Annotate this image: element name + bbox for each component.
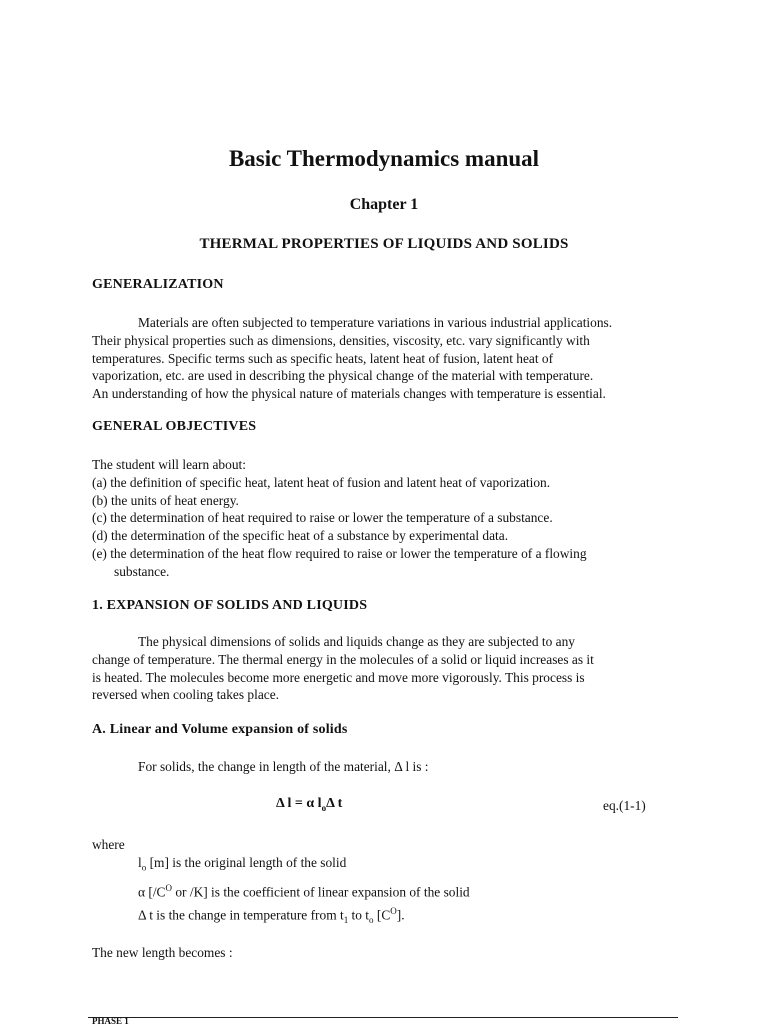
definition-text: [/C: [145, 884, 166, 900]
expansion-paragraph: [92, 633, 692, 704]
generalization-paragraph: [92, 314, 692, 403]
definition-text: [m] is the original length of the solid: [146, 855, 347, 870]
paragraph-line: is heated. The molecules become more energetic and move more vigorously. This process is: [92, 669, 585, 685]
expansion-heading: 1. EXPANSION OF SOLIDS AND LIQUIDS: [92, 598, 368, 613]
paragraph-line: The physical dimensions of solids and liquids change as they are subjected to any: [138, 634, 575, 649]
paragraph-line: reversed when cooling takes place.: [92, 687, 280, 703]
equation-lhs: Δ l = α l: [276, 796, 322, 811]
list-item: (e) the determination of the heat flow required to raise or lower the temperature of a flowing: [92, 545, 587, 561]
definition-original-length: [138, 855, 346, 873]
definition-text: Δ t is the change in temperature from t: [138, 907, 344, 923]
subscript: o: [141, 862, 147, 873]
definition-temperature-change: [138, 906, 405, 925]
chapter-heading: Chapter 1: [349, 196, 419, 213]
paragraph-line: An understanding of how the physical nature of materials changes with temperature is essential.: [92, 386, 606, 402]
superscript: O: [390, 906, 397, 916]
linear-expansion-heading: A. Linear and Volume expansion of solids: [92, 722, 348, 737]
paragraph-line: change of temperature. The thermal energy in the molecules of a solid or liquid increases as it: [92, 651, 594, 667]
equation-number: eq.(1-1): [603, 798, 646, 813]
objectives-intro: The student will learn about:: [92, 457, 246, 472]
page-footer: PHASE 1: [92, 1016, 129, 1026]
list-item: (b) the units of heat energy.: [92, 492, 239, 508]
chapter-subtitle: THERMAL PROPERTIES OF LIQUIDS AND SOLIDS: [199, 236, 569, 252]
equation-rhs: Δ t: [326, 796, 343, 811]
definition-text: ].: [396, 907, 405, 923]
objectives-list: [92, 456, 587, 581]
list-item: (c) the determination of heat required to raise or lower the temperature of a substance.: [92, 510, 553, 526]
paragraph-line: Materials are often subjected to temperature variations in various industrial applications.: [138, 315, 613, 330]
paragraph-line: Their physical properties such as dimensions, densities, viscosity, etc. vary significantly with: [92, 332, 590, 348]
equation-1-1: [276, 796, 342, 813]
document-title: Basic Thermodynamics manual: [228, 146, 540, 171]
superscript: O: [165, 883, 172, 893]
generalization-heading: GENERALIZATION: [92, 277, 224, 292]
definition-text: [C: [373, 907, 391, 923]
subscript: o: [369, 915, 374, 926]
definition-text: or /K] is the coefficient of linear expansion of the solid: [172, 884, 470, 900]
symbol-alpha: α: [138, 884, 146, 900]
linear-expansion-intro: For solids, the change in length of the material, Δ l is :: [138, 759, 429, 774]
footer-divider: [88, 1017, 678, 1018]
new-length-label: The new length becomes :: [92, 945, 233, 960]
equation-subscript: o: [321, 802, 327, 813]
list-item: (d) the determination of the specific heat of a substance by experimental data.: [92, 528, 509, 544]
definition-text: to t: [348, 907, 370, 923]
list-item-continuation: substance.: [114, 563, 170, 579]
objectives-heading: GENERAL OBJECTIVES: [92, 419, 257, 434]
where-label: where: [92, 837, 125, 852]
list-item: (a) the definition of specific heat, latent heat of fusion and latent heat of vaporization.: [92, 474, 551, 490]
definition-coefficient: [138, 883, 470, 900]
symbol-l: l: [138, 855, 142, 870]
subscript: 1: [343, 915, 349, 926]
paragraph-line: vaporization, etc. are used in describing the physical change of the material with temperature.: [92, 368, 594, 384]
paragraph-line: temperatures. Specific terms such as specific heats, latent heat of fusion, latent heat of: [92, 350, 554, 366]
